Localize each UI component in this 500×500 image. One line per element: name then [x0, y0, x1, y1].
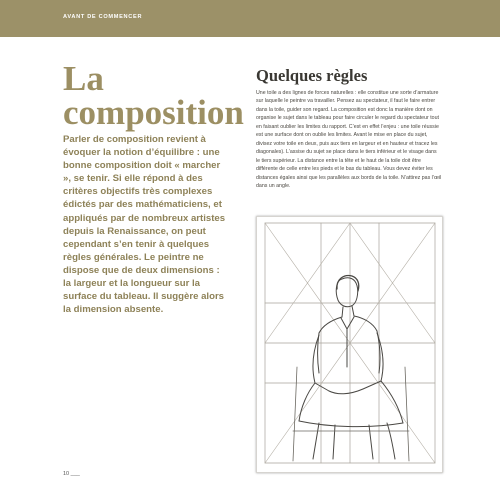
lead-paragraph: Parler de composition revient à évoquer la notion d’équilibre : une bonne composition doit « marcher », se tenir. Si elle répond à des critères objectifs très complexes édictés par des mathématiciens, et appliqués par de nombreux artistes depuis la Renaissance, on peut cependant s’en tenir à quelques règles générales. Le peintre ne dispose que de deux dimensions : la largeur et la longueur sur la surface du tableau. Il suggère alors la dimension absente. — [63, 134, 226, 316]
body-paragraph: Une toile a des lignes de forces naturelles : elle constitue une sorte d’armature sur laquelle le peintre va travailler. Pensez au spectateur, il faut le faire entrer dans la toile, guider son regard. La composition est donc la manière dont on organise le sujet dans le tableau pour faire circuler le regard du spectateur tout en faisant oublier les limites du rapport. C’est en effet l’enjeu : une toile réussie est une surface dont on oublie les limites. Avant le mise en place du sujet, divisez votre toile en deux, puis aux tiers en largeur et en hauteur et tracez les diagonales). L’assise du sujet se place dans le tiers inférieur et le visage dans le tiers supérieur. La distance entre la tête et le haut de la toile doit être différente de celle entre les pieds et le bas du tableau. Vous devez éviter les distances égales ainsi que les parallèles aux bords de la toile. N’attirez pas l’œil dans un angle. — [256, 90, 442, 189]
seated-figure — [293, 276, 409, 461]
sketch-figure-illustration — [257, 217, 442, 472]
composition-sketch — [256, 216, 443, 473]
section-subtitle: Quelques règles — [256, 66, 368, 85]
page-title-line-2: composition — [63, 93, 244, 132]
page-number: 10 ___ — [63, 471, 80, 477]
page-title-line-1: La — [63, 59, 104, 98]
page-title — [63, 59, 244, 132]
section-label: AVANT DE COMMENCER — [63, 14, 143, 20]
